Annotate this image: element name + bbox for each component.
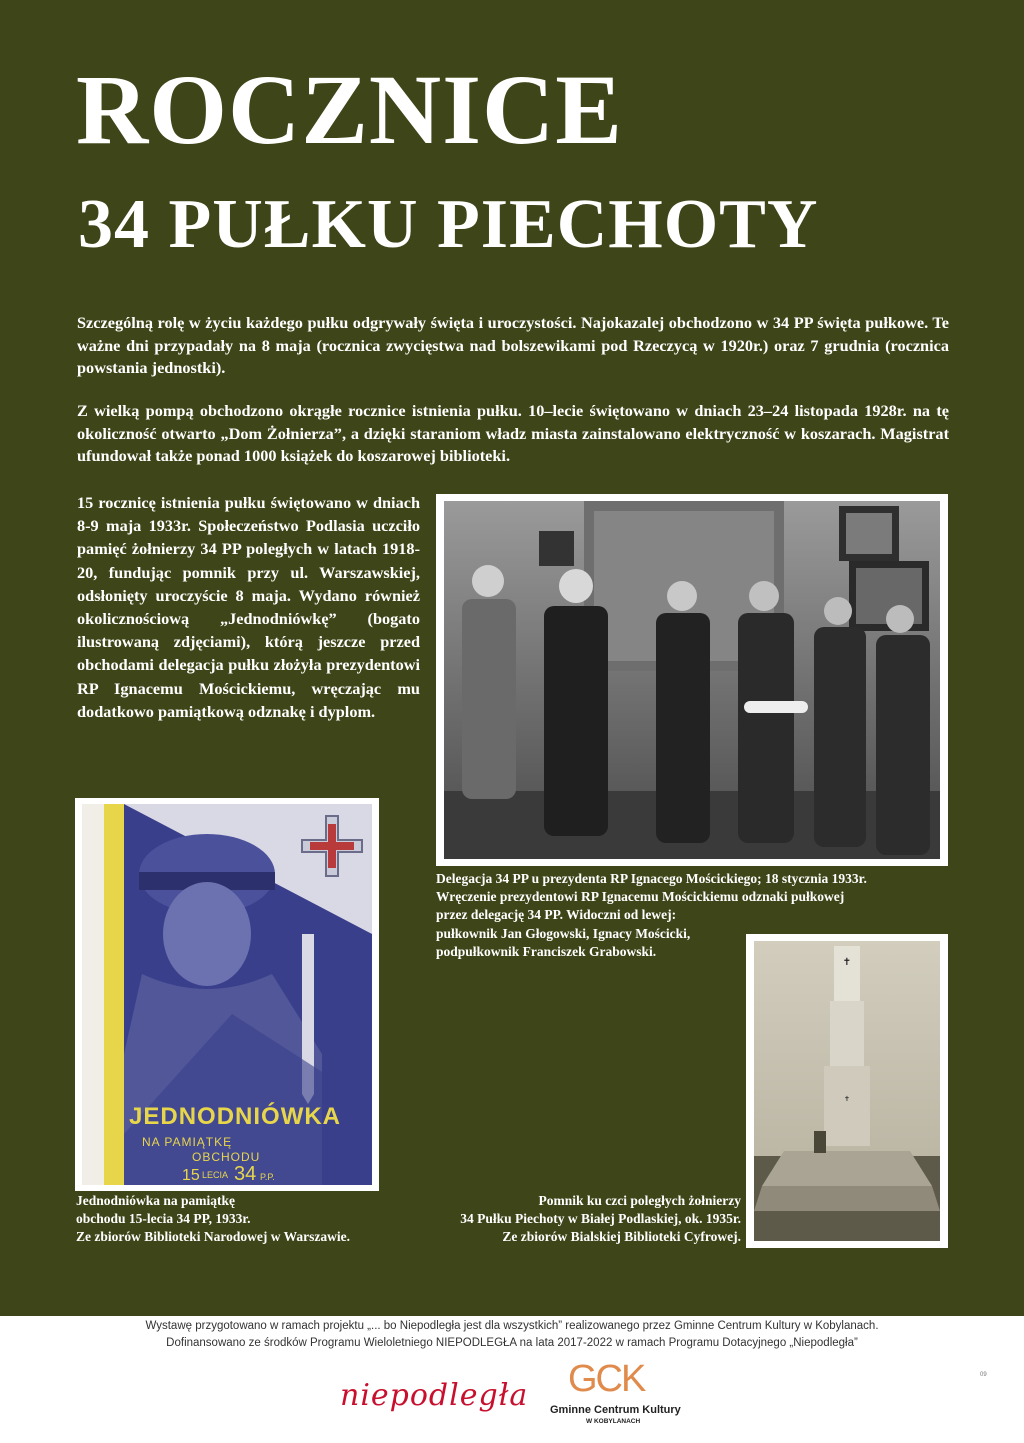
caption-line: Ze zbiorów Biblioteki Narodowej w Warszawie. xyxy=(76,1229,350,1245)
poster-pp: P.P. xyxy=(260,1172,275,1182)
caption-line: podpułkownik Franciszek Grabowski. xyxy=(436,943,657,959)
title-line-2: 34 PUŁKU PIECHOTY xyxy=(78,186,819,263)
poster-title: JEDNODNIÓWKA xyxy=(129,1103,342,1130)
paragraph-anniversary-10: Z wielką pompą obchodzono okrągłe rocznice istnienia pułku. 10–lecie świętowano w dniach 23–24 listopada 1928r. na tę okoliczność otwarto „Dom Żołnierza”, a dzięki staraniom władz miasta zainstalowano elektryczność w koszarach. Magistrat ufundował także ponad 1000 książek do koszarowej biblioteki. xyxy=(77,401,949,466)
poster-caption xyxy=(76,1192,350,1247)
caption-line: Pomnik ku czci poległych żołnierzy xyxy=(538,1193,741,1208)
poster-number-15: 15 xyxy=(182,1167,200,1184)
monument-caption xyxy=(460,1192,741,1247)
caption-line: 34 Pułku Piechoty w Białej Podlaskiej, ok. 1935r. xyxy=(460,1211,741,1227)
gck-logo-name: Gminne Centrum Kultury xyxy=(550,1404,681,1416)
paragraph-anniversary-15: 15 rocznicę istnienia pułku świętowano w dniach 8-9 maja 1933r. Społeczeństwo Podlasia uczciło pamięć żołnierzy 34 PP poległych w latach 1918-20, fundując pomnik przy ul. Warszawskiej, odsłonięty uroczyście 8 maja. Wydano również okolicznościową „Jednodniówkę” (bogato ilustrowaną zdjęciami), którą jeszcze przed obchodami delegacja pułku złożyła prezydentowi RP Ignacemu Mościckiemu, wręczając mu dodatkowo pamiątkową odznakę i dyplom. xyxy=(77,493,420,721)
caption-line: Ze zbiorów Bialskiej Biblioteki Cyfrowej. xyxy=(502,1229,741,1245)
svg-text:✝: ✝ xyxy=(842,957,852,968)
caption-line: Delegacja 34 PP u prezydenta RP Ignacego Mościckiego; 18 stycznia 1933r. xyxy=(436,871,867,886)
gck-logo-letters: GCK xyxy=(568,1358,645,1400)
caption-line: pułkownik Jan Głogowski, Ignacy Mościcki, xyxy=(436,925,691,941)
niepodlegla-logo: niepodległa xyxy=(340,1378,529,1413)
delegation-photo-image xyxy=(444,501,940,859)
jednodniowka-poster xyxy=(75,798,379,1191)
poster-subtitle: NA PAMIĄTKĘ xyxy=(142,1135,233,1149)
poster-lecia: LECIA xyxy=(202,1170,229,1180)
monument-photo xyxy=(746,934,948,1248)
caption-line: przez delegację 34 PP. Widoczni od lewej: xyxy=(436,907,677,923)
svg-text:✝: ✝ xyxy=(844,1095,850,1103)
paragraph-holidays: Szczególną rolę w życiu każdego pułku odgrywały święta i uroczystości. Najokazalej obchodzono w 34 PP święta pułkowe. Te ważne dni przypadały na 8 maja (rocznica zwycięstwa nad bolszewikami pod Rzeczycą w 1920r.) oraz 7 grudnia (rocznica powstania jednostki). xyxy=(77,313,949,378)
poster-number-34: 34 xyxy=(234,1163,257,1185)
title-line-1: ROCZNICE xyxy=(76,54,623,165)
caption-line: Jednodniówka na pamiątkę xyxy=(76,1193,236,1208)
footer-funding-note: Dofinansowano ze środków Programu Wieloletniego NIEPODLEGŁA na lata 2017-2022 w ramach Programu Dotacyjnego „Niepodległa” xyxy=(166,1337,858,1349)
page-number: 09 xyxy=(980,1372,987,1378)
delegation-photo xyxy=(436,494,948,866)
jednodniowka-poster-image xyxy=(82,804,372,1185)
poster-subtitle-2: OBCHODU xyxy=(192,1150,261,1164)
footer-project-note: Wystawę przygotowano w ramach projektu „... bo Niepodległa jest dla wszystkich” realizowanego przez Gminne Centrum Kultury w Kobylanach. xyxy=(145,1320,879,1332)
caption-line: Wręczenie prezydentowi RP Ignacemu Mościckiemu odznaki pułkowej xyxy=(436,889,845,905)
monument-photo-image xyxy=(754,941,940,1241)
caption-line: obchodu 15-lecia 34 PP, 1933r. xyxy=(76,1211,251,1227)
gck-logo-subtitle: W KOBYLANACH xyxy=(586,1418,641,1425)
